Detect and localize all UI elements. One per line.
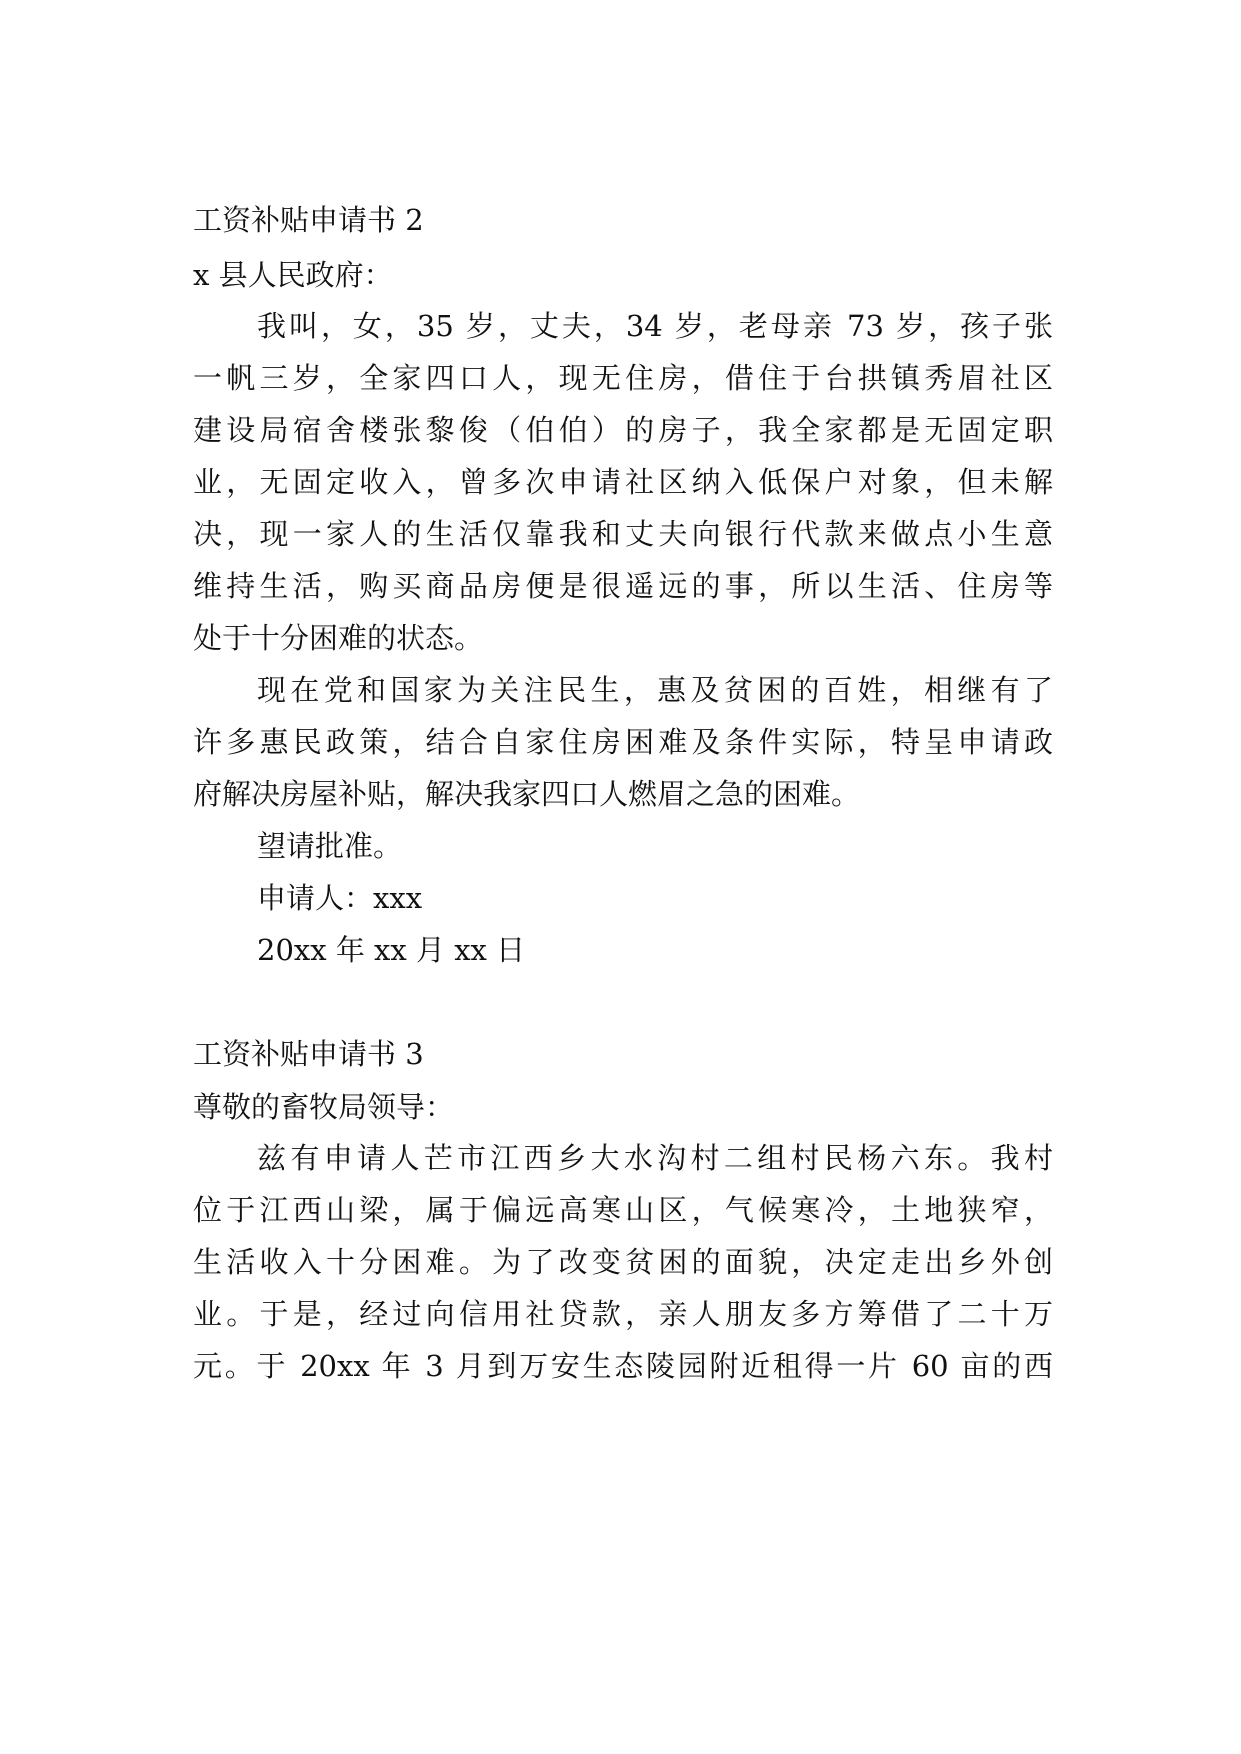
section-2-paragraph-2-line: 现在党和国家为关注民生，惠及贫困的百姓，相继有了 (257, 673, 1053, 707)
section-2-closing: 望请批准。 (257, 829, 403, 863)
section-2-paragraph-1-line: 处于十分困难的状态。 (193, 621, 484, 655)
section-3-paragraph-1-line: 元。于 20xx 年 3 月到万安生态陵园附近租得一片 60 亩的西 (193, 1349, 1053, 1383)
section-2-salutation: x 县人民政府： (193, 258, 393, 292)
section-2-paragraph-2-line: 府解决房屋补贴，解决我家四口人燃眉之急的困难。 (193, 777, 861, 811)
section-3-salutation: 尊敬的畜牧局领导： (193, 1090, 455, 1124)
section-2-paragraph-1-line: 我叫，女，35 岁，丈夫，34 岁，老母亲 73 岁，孩子张 (257, 309, 1053, 343)
section-2-paragraph-1-line: 业，无固定收入，曾多次申请社区纳入低保户对象，但未解 (193, 465, 1053, 499)
section-3-title: 工资补贴申请书 3 (193, 1037, 424, 1071)
section-2-title: 工资补贴申请书 2 (193, 203, 424, 237)
section-3-paragraph-1-line: 兹有申请人芒市江西乡大水沟村二组村民杨六东。我村 (257, 1141, 1053, 1175)
section-2-paragraph-1-line: 维持生活，购买商品房便是很遥远的事，所以生活、住房等 (193, 569, 1053, 603)
section-2-date: 20xx 年 xx 月 xx 日 (257, 933, 526, 967)
section-3-paragraph-1-line: 位于江西山梁，属于偏远高寒山区，气候寒冷，土地狭窄， (193, 1193, 1053, 1227)
section-3-paragraph-1-line: 生活收入十分困难。为了改变贫困的面貌，决定走出乡外创 (193, 1245, 1053, 1279)
section-2-paragraph-1-line: 建设局宿舍楼张黎俊（伯伯）的房子，我全家都是无固定职 (193, 413, 1053, 447)
section-2-paragraph-1-line: 决，现一家人的生活仅靠我和丈夫向银行代款来做点小生意 (193, 517, 1053, 551)
section-3-paragraph-1-line: 业。于是，经过向信用社贷款，亲人朋友多方筹借了二十万 (193, 1297, 1053, 1331)
section-2-applicant: 申请人：xxx (257, 881, 423, 915)
section-2-paragraph-1-line: 一帆三岁，全家四口人，现无住房，借住于台拱镇秀眉社区 (193, 361, 1053, 395)
section-2-paragraph-2-line: 许多惠民政策，结合自家住房困难及条件实际，特呈申请政 (193, 725, 1053, 759)
